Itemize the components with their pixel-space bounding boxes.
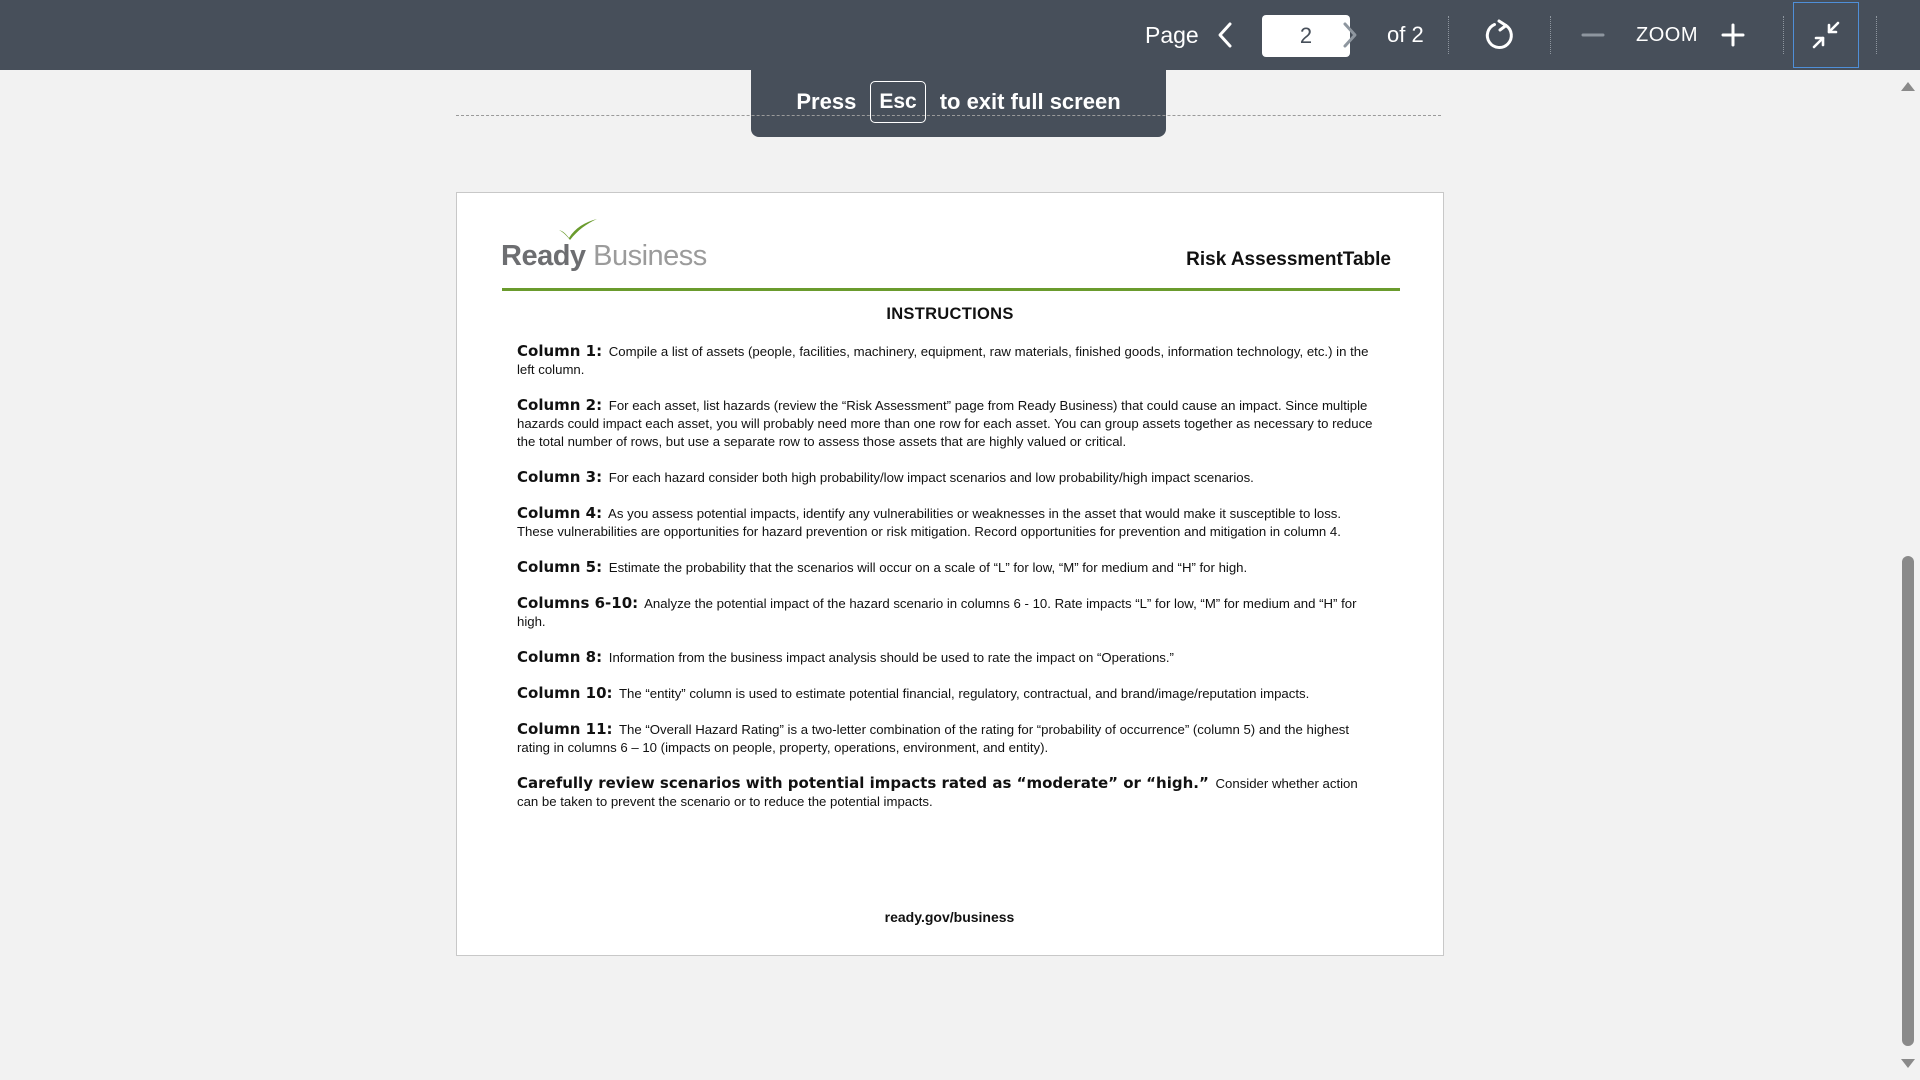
instruction-text: For each hazard consider both high probability/low impact scenarios and low probability/high impact scenarios. [608,470,1254,485]
instruction-text: Consider whether action can be taken to prevent the scenario or to reduce the potential impacts. [517,776,1358,809]
instruction-label: Column 8: [517,648,603,666]
instruction-text: Information from the business impact analysis should be used to rate the impact on “Operations.” [608,650,1174,665]
toast-message: to exit full screen [939,89,1121,114]
rotate-button[interactable] [1478,0,1522,70]
checkmark-logo-icon [557,217,601,241]
instruction-label: Column 2: [517,396,603,414]
logo-ready-text: Ready [501,240,586,272]
exit-fullscreen-icon [1811,20,1841,50]
instruction-text: For each asset, list hazards (review the “Risk Assessment” page from Ready Business) that could cause an impact. Since multiple hazards could impact each asset, you will probably need more than one row for each asset. You can group assets together as necessary to reduce the total number of rows, but use a separate row to assess those assets that are highly valued or critical. [517,398,1373,449]
instruction-item [517,720,1377,757]
previous-page-button[interactable] [1208,0,1242,70]
exit-fullscreen-button[interactable] [1793,2,1859,68]
instructions-heading: INSTRUCTIONS [886,305,1014,323]
fullscreen-notice [751,67,1166,137]
instruction-item [517,504,1377,541]
instruction-item [517,774,1377,811]
toolbar-divider [1783,16,1784,54]
scroll-up-arrow-icon[interactable] [1901,82,1915,91]
instruction-text: Analyze the potential impact of the hazard scenario in columns 6 - 10. Rate impacts “L” for low, “M” for medium and “H” for high. [517,596,1357,629]
page-count-label: of 2 [1387,22,1424,47]
esc-key-badge: Esc [870,81,925,123]
instruction-label: Column 1: [517,342,603,360]
instruction-label: Column 10: [517,684,613,702]
ready-business-logo [501,217,707,273]
instruction-label: Carefully review scenarios with potential impacts rated as “moderate” or “high.” [517,774,1209,792]
toolbar-divider [1876,16,1877,54]
zoom-out-button[interactable] [1576,0,1610,70]
instruction-item [517,684,1377,703]
instruction-item [517,648,1377,667]
instruction-text: The “entity” column is used to estimate potential financial, regulatory, contractual, and brand/image/reputation impacts. [618,686,1310,701]
document-title: Risk AssessmentTable [1186,249,1391,270]
instruction-label: Column 4: [517,504,603,522]
scroll-down-arrow-icon[interactable] [1901,1059,1915,1068]
instruction-text: The “Overall Hazard Rating” is a two-letter combination of the rating for “probability of occurrence” (column 5) and the highest rating in columns 6 – 10 (impacts on people, property, operations, environment, and entity). [517,722,1350,755]
toolbar-divider [1550,16,1551,54]
instruction-text: Compile a list of assets (people, facilities, machinery, equipment, raw materials, finished goods, information technology, etc.) in the left column. [517,344,1369,377]
chevron-right-icon [1341,21,1359,49]
instruction-label: Column 11: [517,720,613,738]
toast-press-text: Press [796,89,857,114]
instruction-item [517,594,1377,631]
instruction-label: Column 3: [517,468,603,486]
zoom-label: ZOOM [1636,23,1698,46]
zoom-in-button[interactable] [1715,0,1751,70]
instruction-label: Column 5: [517,558,603,576]
toolbar-divider [1448,16,1449,54]
instruction-item [517,342,1377,379]
document-page [456,192,1444,956]
logo-business-text: Business [593,240,707,272]
instruction-label: Columns 6-10: [517,594,639,612]
header-divider [502,288,1400,291]
rotate-icon [1484,19,1516,51]
viewer-toolbar [0,0,1920,70]
instruction-text: As you assess potential impacts, identify any vulnerabilities or weaknesses in the asset that would make it susceptible to loss. These vulnerabilities are opportunities for hazard prevention or risk mitigation. Record opportunities for prevention and mitigation in column 4. [517,506,1342,539]
instruction-item [517,468,1377,487]
minus-icon [1581,23,1605,47]
chevron-left-icon [1216,21,1234,49]
instruction-text: Estimate the probability that the scenarios will occur on a scale of “L” for low, “M” for medium and “H” for high. [608,560,1248,575]
instruction-item [517,396,1377,451]
next-page-button[interactable] [1333,0,1367,70]
page-separator [456,115,1441,116]
instruction-item [517,558,1377,577]
plus-icon [1721,23,1745,47]
page-label: Page [1145,21,1199,48]
instructions-list [517,342,1377,811]
footer-url: ready.gov/business [884,909,1015,925]
scrollbar-thumb[interactable] [1902,556,1914,1046]
